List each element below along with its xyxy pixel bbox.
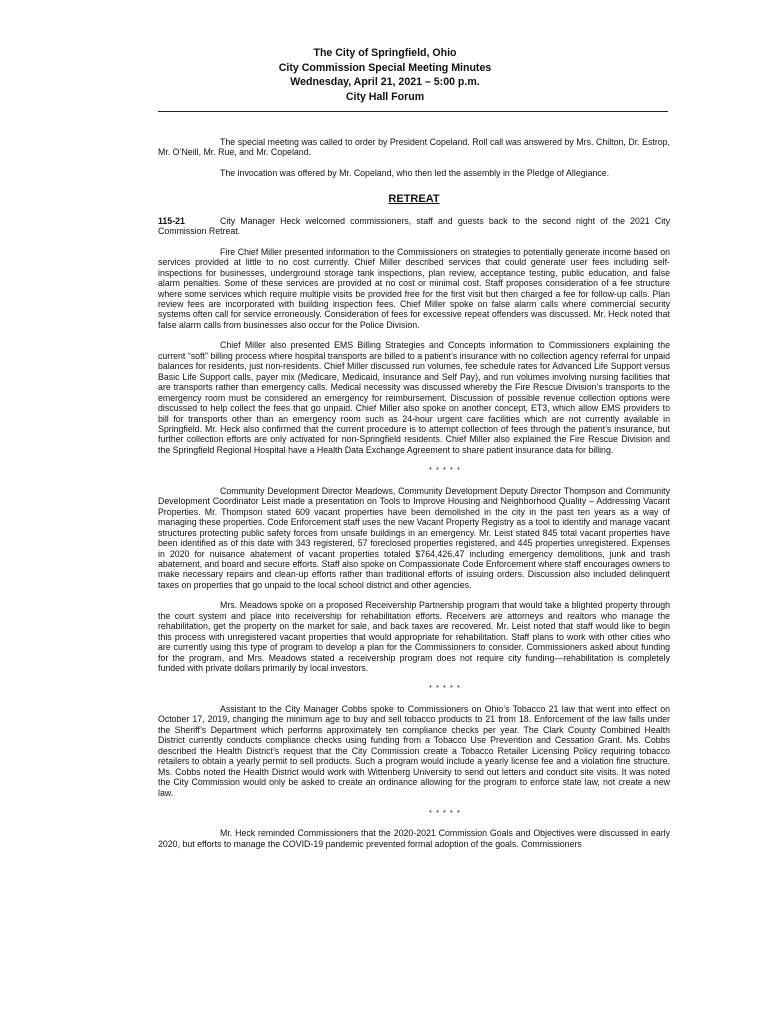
meeting-location: City Hall Forum <box>345 90 425 103</box>
meeting-date: Wednesday, April 21, 2021 – 5:00 p.m. <box>290 76 480 88</box>
item-number: 115-21 <box>158 215 185 226</box>
item-text: City Manager Heck welcomed commissioners, staff and guests back to the second night of the 2021 City Commission Retreat. <box>158 215 670 237</box>
vacant-properties-paragraph: Community Development Director Meadows, Community Development Deputy Director Thompson and Community Development Coordinator Leist made a presentation on Tools to Improve Housing and Neighborhood Quality – Addressing Vacant Properties. Mr. Thompson stated 609 vacant properties have been demolished in the city in the past ten years as a way of managing these properties. Code Enforcement staff uses the new Vacant Property Registry as a tool to identify and manage vacant structures protecting public safety forces from unsafe buildings in an emergency. Mr. Leist stated 845 total vacant properties have been identified as of this date with 343 registered, 57 foreclosed properties registered, and 445 properties unregistered. Expenses in 2020 for nuisance abatement of vacant properties totaled $764,426.47 including emergency demolitions, junk and trash abatement, and board and secure efforts. Staff also spoke on Compassionate Code Enforcement where staff encourages owners to make necessary repairs and clean-up efforts rather than traditional efforts of issuing orders. Discussion also included delinquent taxes on properties that go unpaid to the local school district and other agencies. <box>158 485 670 590</box>
separator: * * * * * <box>429 465 461 475</box>
document-header <box>0 46 770 104</box>
minutes-body <box>158 137 670 859</box>
agenda-item <box>158 216 670 237</box>
fire-chief-paragraph: Fire Chief Miller presented information to the Commissioners on strategies to potentially generate income based on services provided at little to no cost currently. Chief Miller described services that could generate user fees including self-inspections for businesses, underground storage tank inspections, plan review, acceptance testing, public education, and false alarm penalties. Some of these services are provided at no cost or minimal cost. Staff proposes consideration of a fee structure where some services which require multiple visits be provided free for the first visit but then charged a fee for follow-up calls. Plan review fees are incorporated with building inspection fees. Chief Miller spoke on false alarm calls where commercial security systems often call for service erroneously. Consideration of fees for excessive repeat offenders was discussed. Mr. Heck noted that false alarm calls from businesses also occur for the Police Division. <box>158 246 670 330</box>
receivership-paragraph: Mrs. Meadows spoke on a proposed Receivership Partnership program that would take a blighted property through the court system and place into receivership for rehabilitation efforts. Receivers are attorneys and realtors who manage the rehabilitation, get the property on the market for sale, and back taxes are recovered. Mr. Leist noted that staff would like to begin this process with unregistered vacant properties that would appropriate for rehabilitation. Staff plans to work with other cities who are currently using this type of program to develop a plan for the Commissioners to consider. Commissioners asked about funding for the program, and Mrs. Meadows stated a receivership program does not require city funding—rehabilitation is completely funded with private dollars primarily by local investors. <box>158 600 670 674</box>
separator: * * * * * <box>429 683 461 693</box>
header-divider <box>158 111 668 112</box>
goals-paragraph: Mr. Heck reminded Commissioners that the 2020-2021 Commission Goals and Objectives were discussed in early 2020, but efforts to manage the COVID-19 pandemic prevented formal adoption of the goals. Commissioners <box>158 828 670 849</box>
city-name: The City of Springfield, Ohio <box>313 47 457 59</box>
document-title: City Commission Special Meeting Minutes <box>278 61 492 74</box>
tobacco-paragraph: Assistant to the City Manager Cobbs spoke to Commissioners on Ohio’s Tobacco 21 law that went into effect on October 17, 2019, changing the minimum age to buy and sell tobacco products to 21 from 18. Enforcement of the law falls under the Sheriff’s Department which performs approximately ten compliance checks per year. The Clark County Combined Health District currently conducts compliance checks using funding from a Tobacco Use Prevention and Cessation Grant. Ms. Cobbs described the Health District’s request that the City Commission create a Tobacco Retailer Licensing Policy requiring tobacco retailers to obtain a yearly permit to sell products. Such a program would include a yearly license fee and a violation fine structure. Ms. Cobbs noted the Health District would work with Wittenberg University to send out letters and conduct site visits. It was noted the City Commission would only be asked to create an ordinance allowing for the program to enforce state law, not create a new law. <box>158 703 670 798</box>
call-to-order-paragraph: The special meeting was called to order by President Copeland. Roll call was answered by Mrs. Chilton, Dr. Estrop, Mr. O’Neill, Mr. Rue, and Mr. Copeland. <box>158 137 670 158</box>
separator: * * * * * <box>429 808 461 818</box>
invocation-paragraph: The invocation was offered by Mr. Copeland, who then led the assembly in the Pledge of Allegiance. <box>220 167 610 178</box>
ems-billing-paragraph: Chief Miller also presented EMS Billing Strategies and Concepts information to Commissioners explaining the current “soft” billing process where hospital transports are billed to a patient’s insurance with no collection agency referral for unpaid balances for residents, just non-residents. Chief Miller discussed run volumes, fee schedule rates for Advanced Life Support versus Basic Life Support calls, payer mix (Medicare, Medicaid, Insurance and Self Pay), and run volumes involving nursing facilities that are transports rather than emergency calls. Medical necessity was discussed whereby the Fire Rescue Division’s transports to the emergency room must be considered an emergency for reimbursement. Discussion of possible revenue collection options were discussed to help collect the fees that go unpaid. Chief Miller also spoke on another concept, ET3, which allow EMS providers to bill for transports other than an emergency room such as 24-hour urgent care facilities which are not currently available in Springfield. Mr. Heck also confirmed that the current procedure is to attempt collection of fees through the patient’s insurance, but further collection efforts are only activated for non-Springfield residents. Chief Miller also explained the Fire Rescue Division and the Springfield Regional Hospital have a Health Data Exchange Agreement to share patient insurance data for billing. <box>158 340 670 455</box>
section-title: RETREAT <box>388 193 440 206</box>
